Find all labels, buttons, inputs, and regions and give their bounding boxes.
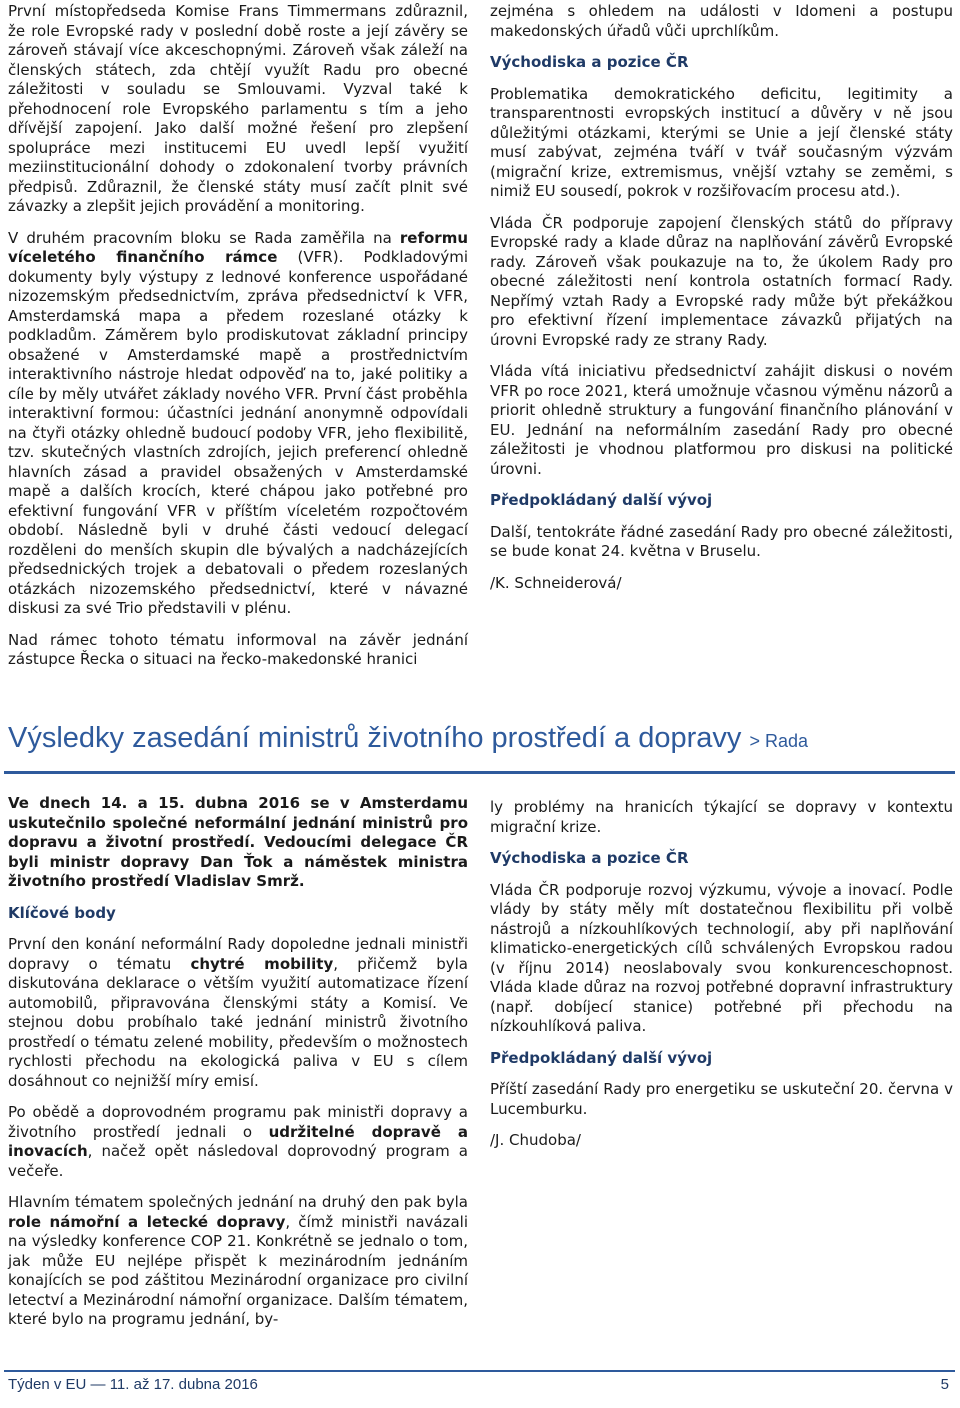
text-run: Po obědě a doprovodném programu pak ministři dopravy a životního prostředí jednali o bbox=[8, 1103, 468, 1141]
text-run: , načež opět následoval doprovodný program a večeře. bbox=[8, 1142, 468, 1180]
section-title bbox=[8, 722, 953, 755]
subheading-positions: Východiska a pozice ČR bbox=[490, 849, 689, 867]
author-signature: /J. Chudoba/ bbox=[490, 1131, 581, 1149]
footer-divider bbox=[4, 1370, 955, 1372]
text-run: V druhém pracovním bloku se Rada zaměřila na bbox=[8, 228, 400, 247]
bottom-right-column bbox=[490, 798, 953, 1163]
paragraph: Vláda vítá iniciativu předsednictví zahájit diskusi o novém VFR po roce 2021, která umožnuje včasnou výměnu názorů a priorit ohledně struktury a fungování finančního plánování v EU. Jednání na neformálním zasedání Rady pro obecné záležitosti je vhodnou platformou pro diskusi na politické úrovni. bbox=[490, 362, 953, 478]
paragraph bbox=[8, 1193, 468, 1330]
bold-run: udržitelné dopravě a inovacích bbox=[8, 1122, 468, 1160]
lead-paragraph: Ve dnech 14. a 15. dubna 2016 se v Amsterdamu uskutečnilo společné neformální jednání ministrů pro dopravu a životní prostředí. Vedoucími delegace ČR byli ministr dopravy Dan Ťok a náměstek ministra životního prostředí Vladislav Smrž. bbox=[8, 794, 468, 890]
text-run: (VFR). Podkladovými dokumenty byly výstupy z lednové konference uspořádané nizozemským předsednictvím, zpráva předsednictví k VFR, Amsterdamská mapa a předem rozeslané otázky k podkladům. Záměrem bylo prodiskutovat základní principy obsažené v Amsterdamské mapě a prostřednictvím interaktivního nástroje hledat odpověď na to, jaké politiky a cíle by měly utvářet základy nového VFR. První část proběhla interaktivní formou: účastníci jednání anonymně odpovídali na čtyři otázky ohledně budoucí podoby VFR, jeho flexibilitě, tzv. skutečných vlastních zdrojích, jejich preferencí ohledně hlavních zásad a pravidel obsažených v Amsterdamské mapě a dalších krocích, které chápou jako potřebné pro efektivní fungování VFR v příštím víceletém rozpočtovém období. Následně byli v druhé části vedoucí delegací rozděleni do menších skupin dle bývalých a nadcházejících předsednických trojek a debatovali o předem rozeslaných otázkách nizozemského předsednictví, které v návazné diskusi za své Trio představili v plénu. bbox=[8, 248, 468, 617]
subheading-positions: Východiska a pozice ČR bbox=[490, 53, 689, 71]
top-right-column bbox=[490, 2, 953, 605]
section-title-text: Výsledky zasedání ministrů životního prostředí a dopravy bbox=[8, 722, 742, 754]
paragraph: zejména s ohledem na události v Idomeni a postupu makedonských úřadů vůči uprchlíkům. bbox=[490, 2, 953, 40]
text-run: První den konání neformální Rady dopoledne jednali ministři dopravy o tématu bbox=[8, 935, 468, 973]
text-run: , čímž ministři navázali na výsledky konference COP 21. Konkrétně se jednalo o tom, jak může EU nejlépe přispět k mezinárodním jednáním konajících se pod záštitou Mezinárodní organizace pro civilní letectví a Mezinárodní námořní organizace. Dalším tématem, které bylo na programu jednání, by- bbox=[8, 1212, 469, 1328]
text-run: , přičemž byla diskutována deklarace o větším využití automatizace řízení automobilů, připravována členskými státy a Komisí. Ve stejnou dobu probíhalo také jednání ministrů životního prostředí o tématu zelené mobility, především o možnostech rychlosti přechodu na ekologická paliva v EU s cílem dosáhnout co nejnižší míry emisí. bbox=[8, 954, 468, 1090]
subheading-key-points: Klíčové body bbox=[8, 903, 116, 922]
paragraph bbox=[8, 935, 468, 1091]
bold-run: reformu víceletého finančního rámce bbox=[8, 228, 468, 266]
paragraph: ly problémy na hranicích týkající se dopravy v kontextu migrační krize. bbox=[490, 798, 953, 836]
top-left-column bbox=[8, 2, 468, 670]
paragraph-vfr bbox=[8, 229, 468, 619]
bold-run: chytré mobility bbox=[190, 954, 334, 973]
paragraph: Nad rámec tohoto tématu informoval na závěr jednání zástupce Řecka o situaci na řecko-makedonské hranici bbox=[8, 630, 468, 668]
page-number: 5 bbox=[940, 1376, 949, 1393]
section-divider bbox=[4, 771, 955, 774]
paragraph: Další, tentokráte řádné zasedání Rady pro obecné záležitosti, se bude konat 24. května v Bruselu. bbox=[490, 522, 953, 560]
paragraph bbox=[8, 1103, 468, 1181]
subheading-outlook: Předpokládaný další vývoj bbox=[490, 491, 713, 509]
paragraph: Vláda ČR podporuje zapojení členských států do přípravy Evropské rady a klade důraz na naplňování závěrů Evropské rady. Zároveň však poukazuje na to, že úkolem Rady pro obecné záležitosti není kontrola ostatních formací Rady. Nepřímý vztah Rady a Evropské rady může být překážkou pro efektivní řízení implementace závazků přijatých na úrovni Evropské rady ze strany Rady. bbox=[490, 213, 953, 349]
paragraph: Příští zasedání Rady pro energetiku se uskuteční 20. června v Lucemburku. bbox=[490, 1080, 953, 1118]
paragraph: První místopředseda Komise Frans Timmermans zdůraznil, že role Evropské rady v poslední době roste a její závěry se zároveň stávají více akceschopnými. Zároveň však záleží na členských státech, zda chtějí využít Radu pro obecné záležitosti v souladu se Smlouvami. Vyzval také k přehodnocení role Evropského parlamentu s tím a jeho dřívější zapojení. Jako další možné řešení pro zlepšení spolupráce mezi institucemi EU uvedl lepší využití meziinstitucionální dohody o zdokonalení tvorby právních předpisů. Zdůraznil, že členské státy musí začít plnit své závazky a zlepšit jejich provádění a monitoring. bbox=[8, 2, 468, 215]
bold-run: role námořní a letecké dopravy bbox=[8, 1212, 286, 1231]
subheading-outlook: Předpokládaný další vývoj bbox=[490, 1048, 713, 1067]
footer-issue-label: Týden v EU — 11. až 17. dubna 2016 bbox=[8, 1376, 258, 1393]
author-signature: /K. Schneiderová/ bbox=[490, 573, 622, 592]
bottom-left-column bbox=[8, 794, 468, 1330]
paragraph: Problematika demokratického deficitu, legitimity a transparentnosti evropských institucí a důvěry v ně jsou důležitými otázkami, kterými se Unie a její členské státy musí zabývat, zejména tváří v tvář současným výzvám (migrační krize, extremismus, vnější vztahy se zeměmi, s nimiž EU sousedí, pokrok v rozšiřovacím procesu atd.). bbox=[490, 84, 953, 200]
text-run: Hlavním tématem společných jednání na druhý den pak byla bbox=[8, 1193, 468, 1211]
paragraph: Vláda ČR podporuje rozvoj výzkumu, vývoje a inovací. Podle vlády by státy měly mít dostatečnou flexibilitu při volbě nástrojů a nízkouhlíkových technologií, aby při naplňování klimaticko-energetických cílů schválených Evropskou radou (v říjnu 2014) neoslabovaly svou konkurenceschopnost. Vláda klade důraz na rozvoj potřebné dopravní infrastruktury (např. dobíjecí stanice) potřebné při přechodu na nízkouhlíková paliva. bbox=[490, 880, 953, 1035]
section-breadcrumb-link[interactable]: > Rada bbox=[749, 731, 809, 751]
